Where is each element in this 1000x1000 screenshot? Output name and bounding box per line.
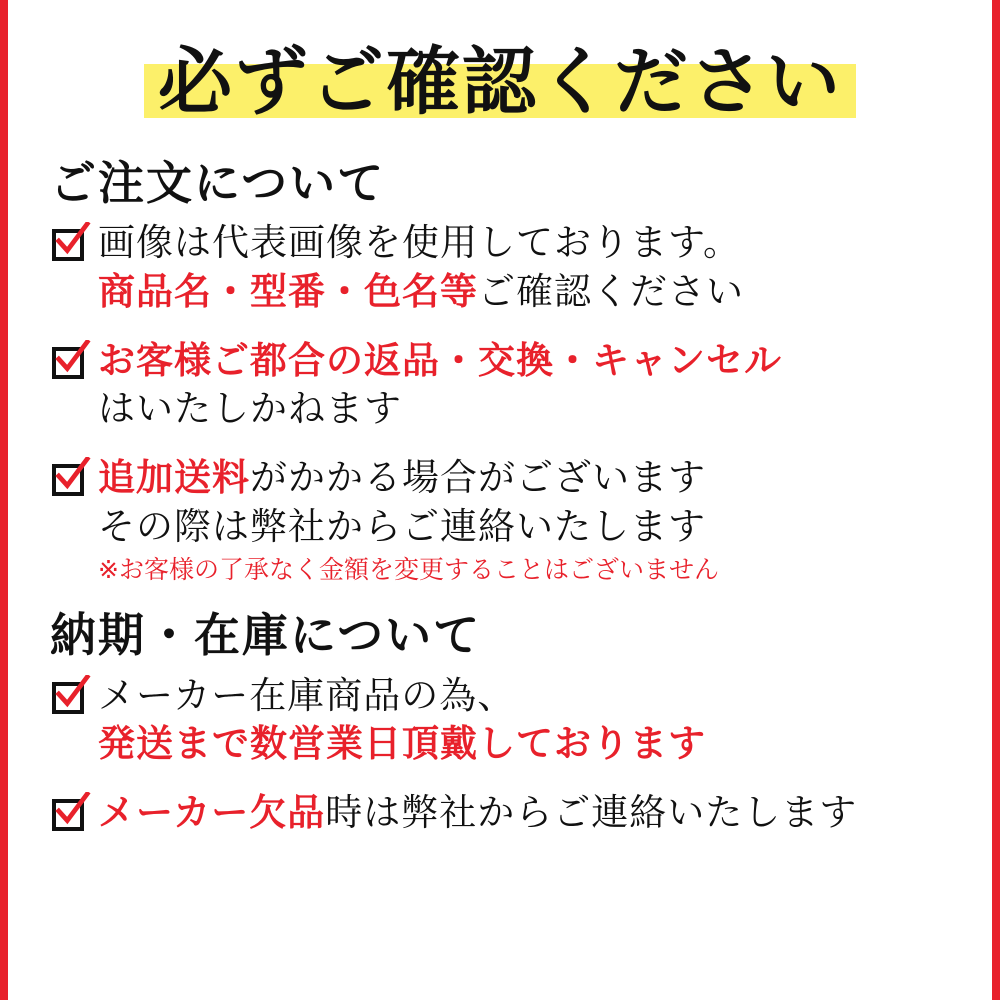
line-black-part: 時は弊社からご連絡いたします (325, 791, 858, 835)
list-item (50, 337, 958, 435)
section-heading-orders: ご注文について (50, 155, 386, 210)
list-item (50, 789, 958, 838)
check-glyph (53, 792, 91, 830)
line-red-part: メーカー欠品 (98, 791, 326, 835)
line-text-mixed (98, 789, 958, 838)
list-item (50, 454, 958, 586)
list-item-text (98, 454, 958, 586)
line-red-part: 追加送料 (98, 456, 250, 500)
section-heading-delivery: 納期・在庫について (50, 608, 482, 663)
check-glyph (53, 457, 91, 495)
line-black-part: がかかる場合がございます (250, 456, 706, 500)
list-item-text (98, 219, 958, 317)
list-item-text (98, 789, 958, 838)
checkmark-icon (50, 462, 90, 502)
line-text: お客様ご都合の返品・交換・キャンセル (98, 338, 782, 382)
notice-content (8, 0, 992, 1000)
line-text: 画像は代表画像を使用しております。 (98, 220, 742, 264)
line-text: はいたしかねます (98, 387, 402, 431)
checkmark-icon (50, 680, 90, 720)
title-text: 必ずご確認ください (158, 39, 842, 125)
line-text-mixed (98, 454, 958, 503)
checkmark-icon (50, 797, 90, 837)
list-item-text (98, 672, 958, 770)
checkmark-icon (50, 227, 90, 267)
title-block (42, 39, 958, 125)
line-text: 発送まで数営業日頂戴しております (98, 722, 706, 766)
list-item-note: ※お客様の了承なく金額を変更することはございません (98, 554, 719, 584)
line-text: メーカー在庫商品の為、 (98, 673, 516, 717)
list-item (50, 672, 958, 770)
line-text-mixed (98, 268, 958, 317)
list-item-text (98, 337, 958, 435)
line-text: その際は弊社からご連絡いたします (98, 505, 706, 549)
page-title (150, 39, 850, 125)
line-black-part: ご確認ください (478, 269, 744, 313)
list-item (50, 219, 958, 317)
line-red-part: 商品名・型番・色名等 (98, 269, 478, 313)
checkmark-icon (50, 345, 90, 385)
check-glyph (53, 340, 91, 378)
check-glyph (53, 675, 91, 713)
check-glyph (53, 222, 91, 260)
